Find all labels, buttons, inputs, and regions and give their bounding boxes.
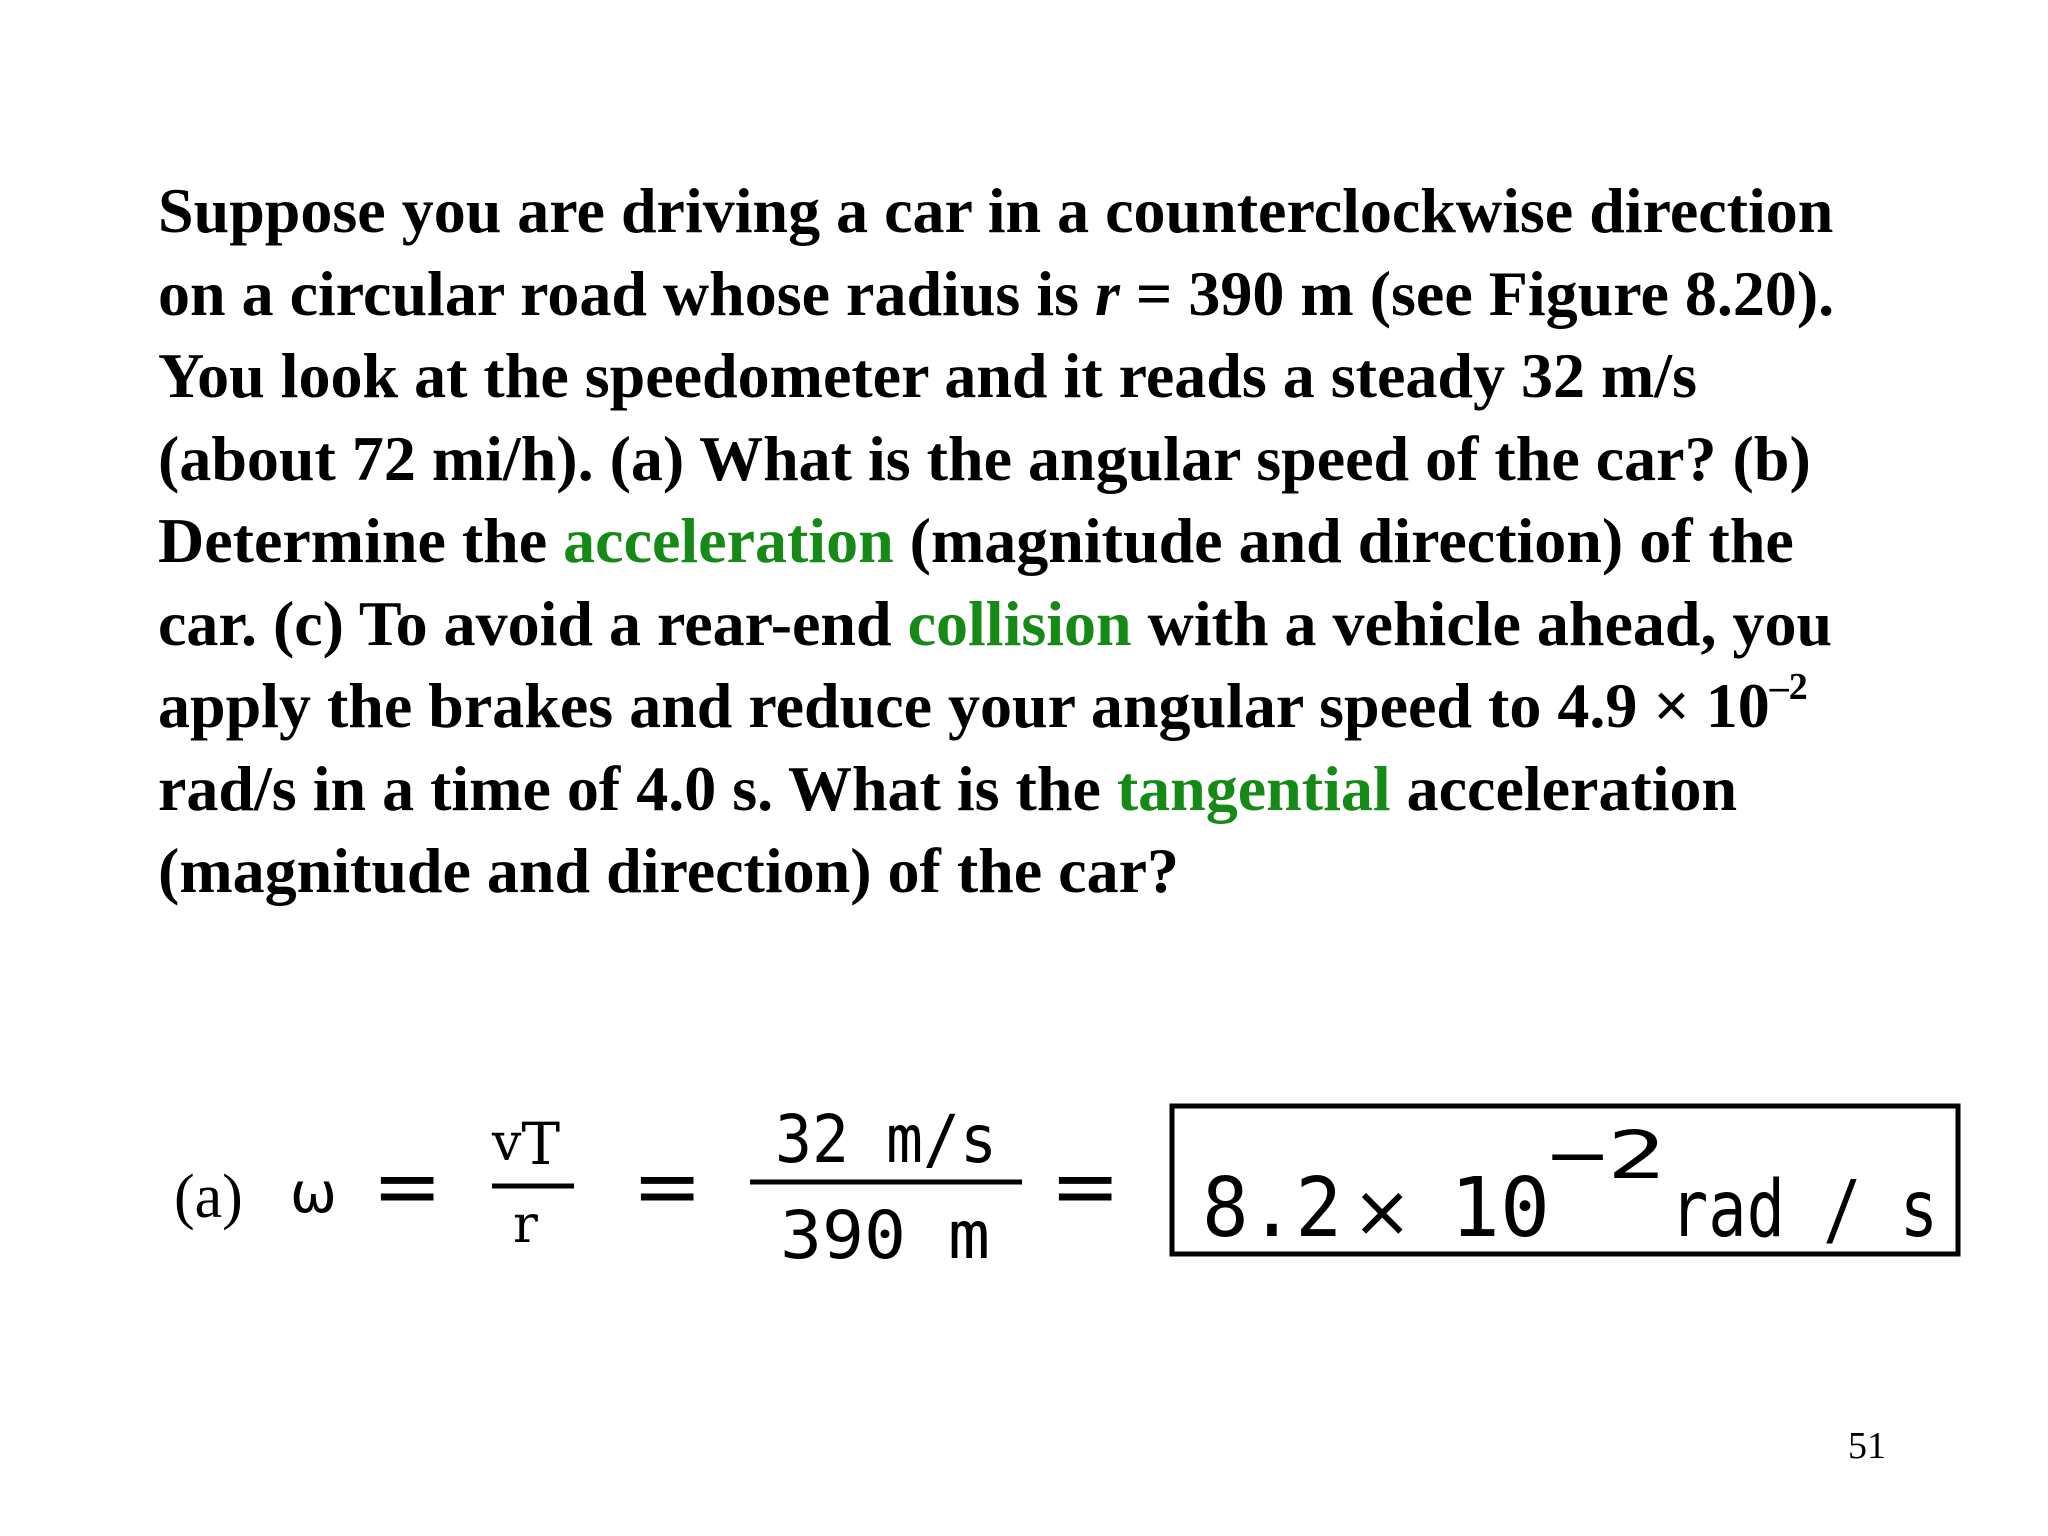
result-exponent: −2 <box>1548 1117 1666 1194</box>
result-base: 10 <box>1450 1161 1550 1256</box>
equals-sign-2: = <box>632 1137 703 1235</box>
fraction2-denominator: 390 m <box>780 1197 990 1274</box>
problem-line-2b: = 390 m (see Figure 8.20). <box>1119 257 1835 329</box>
fraction1-numerator <box>491 1110 560 1178</box>
problem-line-6b: with a vehicle ahead, you <box>1131 587 1833 659</box>
equals-sign-3: = <box>1050 1137 1121 1235</box>
highlight-tangential: tangential <box>1116 752 1391 824</box>
problem-line-3: You look at the speedometer and it reads a steady 32 m/s <box>158 340 1697 411</box>
highlight-acceleration: acceleration <box>563 505 894 576</box>
problem-line-8b: acceleration <box>1390 752 1738 824</box>
problem-line-8a: rad/s in a time of 4.0 s. What is the <box>158 752 1117 824</box>
problem-line-5a: Determine the <box>158 505 564 576</box>
angular-speed-equation <box>270 1090 1970 1290</box>
problem-line-2a: on a circular road whose radius is <box>158 257 1095 329</box>
equals-sign-1: = <box>372 1137 443 1235</box>
slide-number: 51 <box>1848 1425 1886 1467</box>
radius-variable: r <box>1095 257 1120 329</box>
omega-symbol: ω <box>290 1161 337 1226</box>
highlight-collision: collision <box>907 587 1132 659</box>
fraction2-numerator: 32 m/s <box>775 1101 997 1178</box>
exponent-superscript: –2 <box>1769 666 1808 708</box>
problem-statement <box>158 170 1998 913</box>
tangential-velocity-subscript: T <box>521 1110 561 1178</box>
problem-line-9: (magnitude and direction) of the car? <box>158 835 1179 906</box>
problem-line-4: (about 72 mi/h). (a) What is the angular speed of the car? (b) <box>158 422 1811 494</box>
result-times-sign: × <box>1352 1169 1413 1253</box>
problem-line-5b: (magnitude and direction) of the <box>893 505 1794 576</box>
tangential-velocity-symbol: v <box>492 1113 522 1173</box>
fraction1-denominator: r <box>513 1195 538 1255</box>
solution-part-label: (a) <box>174 1163 243 1231</box>
problem-line-1: Suppose you are driving a car in a counterclockwise direction <box>158 175 1834 246</box>
result-mantissa: 8.2 <box>1202 1161 1342 1256</box>
problem-line-6a: car. (c) To avoid a rear-end <box>158 587 908 659</box>
result-unit: rad / s <box>1670 1165 1938 1255</box>
problem-line-7a: apply the brakes and reduce your angular speed to 4.9 × 10 <box>158 670 1770 741</box>
